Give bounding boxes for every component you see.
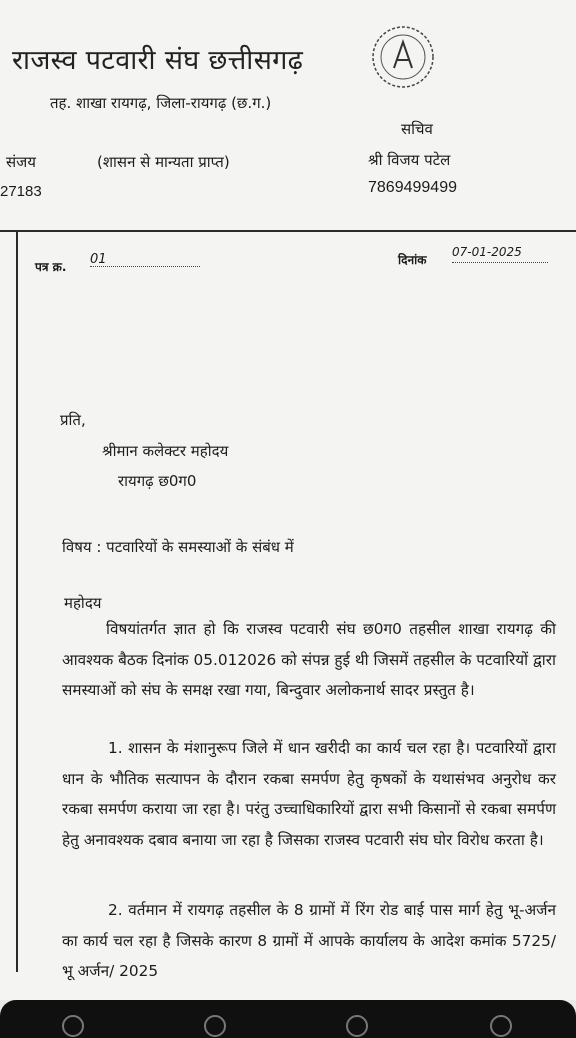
president-name: संजय	[6, 153, 36, 171]
search-icon[interactable]	[490, 1015, 512, 1037]
subject-line: विषय : पटवारियों के समस्याओं के संबंध में	[62, 538, 294, 556]
paragraph-text: 2. वर्तमान में रायगढ़ तहसील के 8 ग्रामों में रिंग रोड बाई पास मार्ग हेतु भू-अर्जन का कार्य चल रहा है जिसके कारण 8 ग्रामों में आपके कार्यालय के आदेश कमांक 5725/भू अर्जन/ 2025	[62, 901, 556, 980]
body-paragraph-point-1	[62, 733, 556, 855]
margin-line	[16, 232, 18, 972]
salutation: महोदय	[64, 594, 102, 612]
body-paragraph-point-2	[62, 895, 556, 987]
seal-logo-icon	[370, 24, 436, 90]
header-divider	[0, 230, 576, 232]
secretary-phone: 7869499499	[368, 179, 457, 196]
body-paragraph-intro	[62, 614, 556, 706]
president-phone: 27183	[0, 183, 42, 200]
branch-address: तह. शाखा रायगढ़, जिला-रायगढ़ (छ.ग.)	[50, 94, 272, 112]
secretary-name: श्री विजय पटेल	[368, 151, 451, 169]
secretary-label: सचिव	[401, 120, 433, 138]
recognition-note: (शासन से मान्यता प्राप्त)	[97, 153, 230, 171]
lock-icon[interactable]	[62, 1015, 84, 1037]
refresh-icon[interactable]	[346, 1015, 368, 1037]
recipient-title: श्रीमान कलेक्टर महोदय	[102, 442, 229, 460]
recipient-location: रायगढ़ छ0ग0	[118, 472, 197, 490]
viewer-toolbar	[0, 1000, 576, 1038]
ref-label: पत्र क्र.	[35, 260, 67, 274]
date-dotted-line	[452, 262, 548, 263]
play-icon[interactable]	[204, 1015, 226, 1037]
paragraph-text: 1. शासन के मंशानुरूप जिले में धान खरीदी का कार्य चल रहा है। पटवारियों द्वारा धान के भौतिक सत्यापन के दौरान रकबा समर्पण हेतु कृषकों के यथासंभव अनुरोध कर रकबा समर्पण कराया जा रहा है। परंतु उच्चाधिकारियों द्वारा सभी किसानों से रकबा समर्पण हेतु अनावश्यक दबाव बनाया जा रहा है जिसका राजस्व पटवारी संघ घोर विरोध करता है।	[62, 739, 556, 849]
date-label: दिनांक	[398, 253, 427, 267]
org-name: राजस्व पटवारी संघ छत्तीसगढ़	[12, 45, 304, 76]
ref-number: 01	[90, 252, 107, 267]
to-label: प्रति,	[60, 411, 86, 429]
paragraph-text: विषयांतर्गत ज्ञात हो कि राजस्व पटवारी संघ छ0ग0 तहसील शाखा रायगढ़ की आवश्यक बैठक दिनांक 05.012026 को संपन्न हुई थी जिसमें तहसील के पटवारियों द्वारा समस्याओं को संघ के समक्ष रखा गया, बिन्दुवार अलोकनार्थ सादर प्रस्तुत है।	[62, 620, 556, 699]
ref-dotted-line	[90, 266, 200, 267]
letter-date: 07-01-2025	[452, 245, 522, 259]
